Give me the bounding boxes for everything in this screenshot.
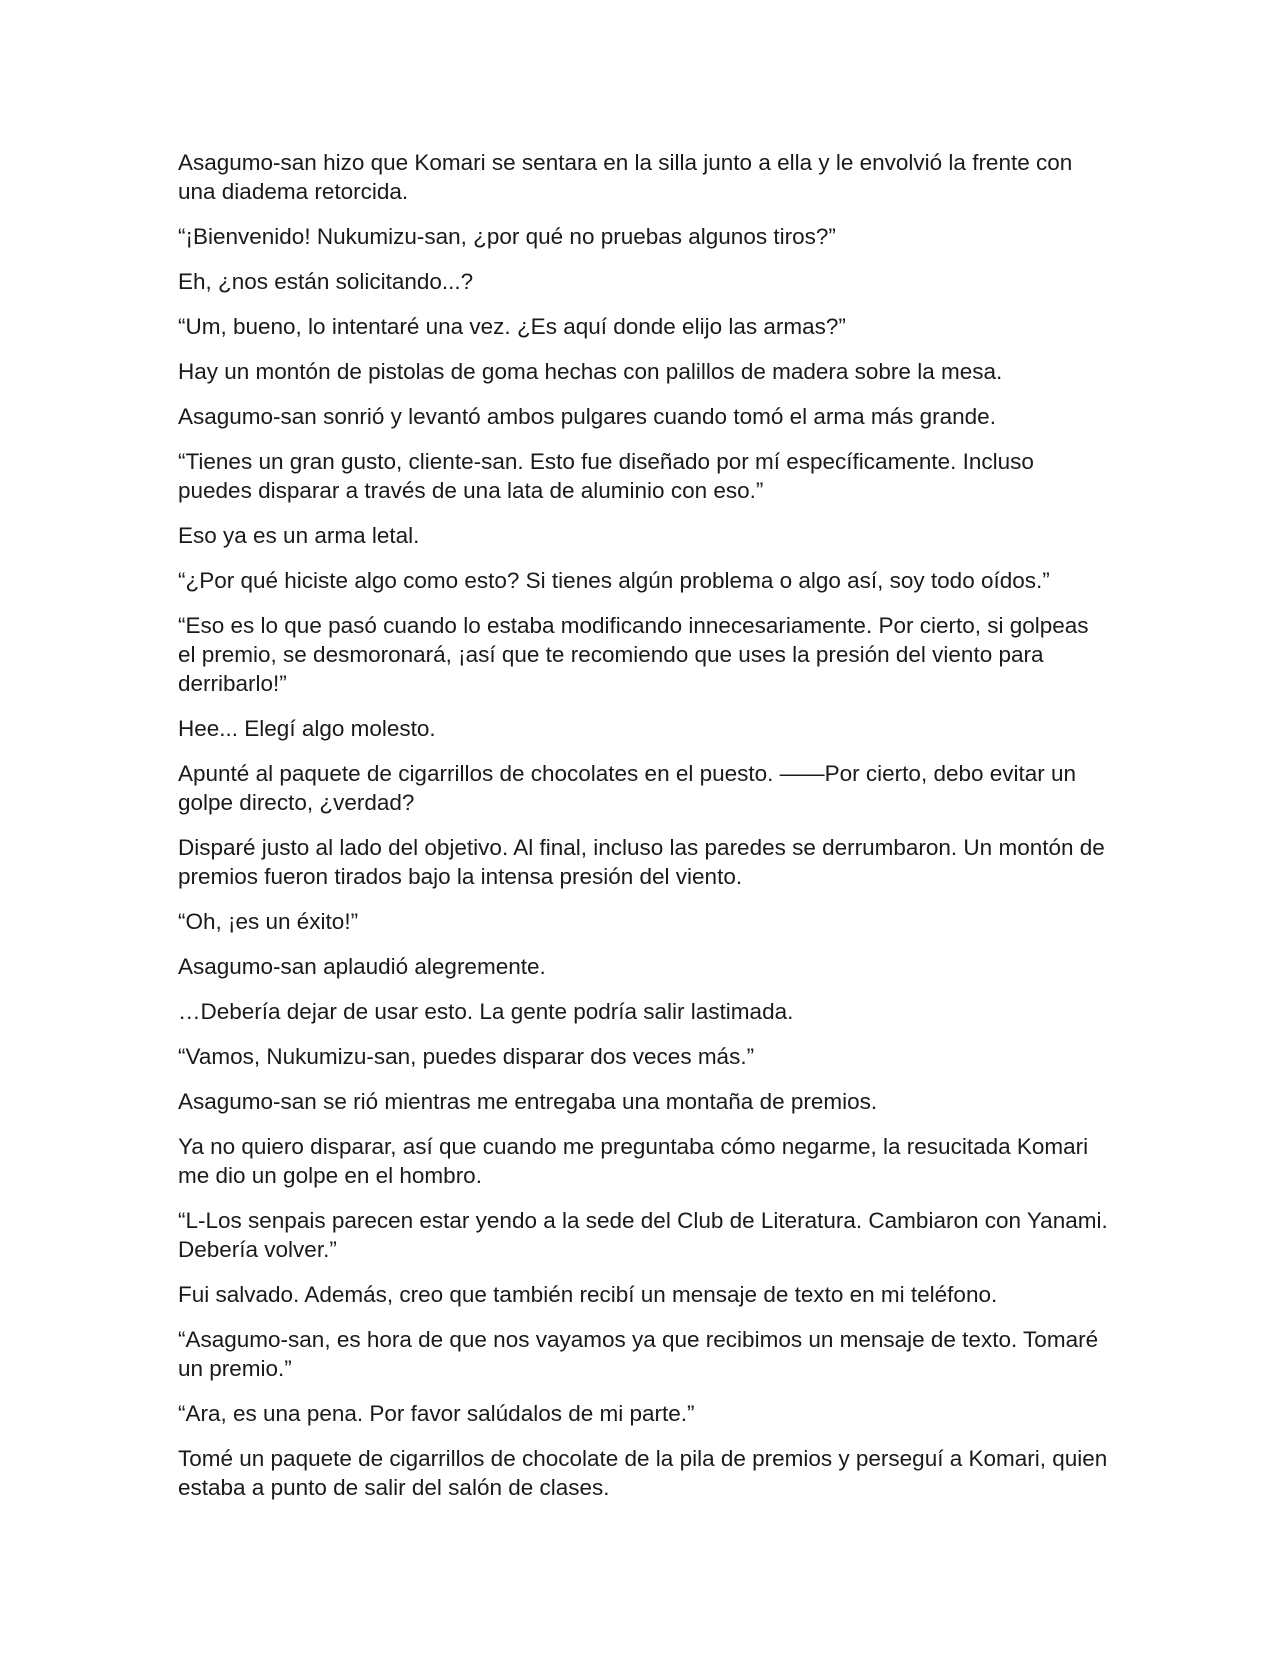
paragraph: Disparé justo al lado del objetivo. Al final, incluso las paredes se derrumbaron. Un montón de premios fueron tirados bajo la intensa presión del viento. xyxy=(178,835,1105,889)
paragraph: “¡Bienvenido! Nukumizu-san, ¿por qué no pruebas algunos tiros?” xyxy=(178,224,836,249)
paragraph: Ya no quiero disparar, así que cuando me preguntaba cómo negarme, la resucitada Komari me dio un golpe en el hombro. xyxy=(178,1134,1089,1188)
paragraph: “L-Los senpais parecen estar yendo a la sede del Club de Literatura. Cambiaron con Yanami. Debería volver.” xyxy=(178,1208,1108,1262)
paragraph: “Eso es lo que pasó cuando lo estaba modificando innecesariamente. Por cierto, si golpeas el premio, se desmoronará, ¡así que te recomiendo que uses la presión del viento para derribarlo!” xyxy=(178,613,1089,696)
paragraph: …Debería dejar de usar esto. La gente podría salir lastimada. xyxy=(178,999,794,1024)
paragraph: Fui salvado. Además, creo que también recibí un mensaje de texto en mi teléfono. xyxy=(178,1282,998,1307)
paragraph: “¿Por qué hiciste algo como esto? Si tienes algún problema o algo así, soy todo oídos.” xyxy=(178,568,1050,593)
paragraph: “Um, bueno, lo intentaré una vez. ¿Es aquí donde elijo las armas?” xyxy=(178,314,846,339)
paragraph: “Asagumo-san, es hora de que nos vayamos ya que recibimos un mensaje de texto. Tomaré un premio.” xyxy=(178,1327,1099,1381)
paragraph: “Ara, es una pena. Por favor salúdalos de mi parte.” xyxy=(178,1401,695,1426)
paragraph: Apunté al paquete de cigarrillos de chocolates en el puesto. ——Por cierto, debo evitar un golpe directo, ¿verdad? xyxy=(178,761,1077,815)
paragraph: Asagumo-san hizo que Komari se sentara en la silla junto a ella y le envolvió la frente con una diadema retorcida. xyxy=(178,150,1073,204)
paragraph: Hay un montón de pistolas de goma hechas con palillos de madera sobre la mesa. xyxy=(178,359,1003,384)
paragraph: Eh, ¿nos están solicitando...? xyxy=(178,269,474,294)
paragraph: Asagumo-san se rió mientras me entregaba una montaña de premios. xyxy=(178,1089,878,1114)
paragraph: “Vamos, Nukumizu-san, puedes disparar dos veces más.” xyxy=(178,1044,755,1069)
paragraph: “Oh, ¡es un éxito!” xyxy=(178,909,359,934)
body-text xyxy=(178,148,1110,1518)
paragraph: Eso ya es un arma letal. xyxy=(178,523,420,548)
paragraph: Hee... Elegí algo molesto. xyxy=(178,716,436,741)
paragraph: Asagumo-san aplaudió alegremente. xyxy=(178,954,546,979)
paragraph: Tomé un paquete de cigarrillos de chocolate de la pila de premios y perseguí a Komari, quien estaba a punto de salir del salón de clases. xyxy=(178,1446,1108,1500)
paragraph: “Tienes un gran gusto, cliente-san. Esto fue diseñado por mí específicamente. Incluso puedes disparar a través de una lata de aluminio con eso.” xyxy=(178,449,1034,503)
paragraph: Asagumo-san sonrió y levantó ambos pulgares cuando tomó el arma más grande. xyxy=(178,404,996,429)
